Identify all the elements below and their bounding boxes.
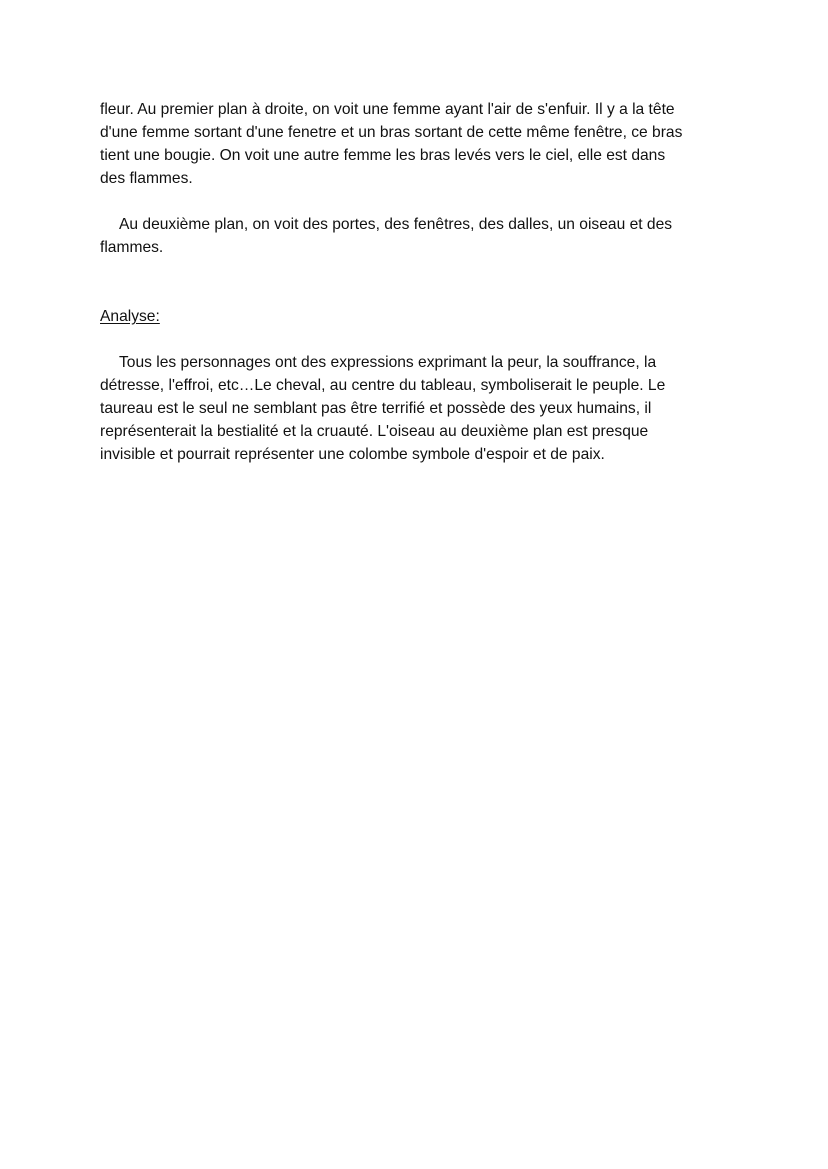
text-line: Au deuxième plan, on voit des portes, des fenêtres, des dalles, un oiseau et des bbox=[119, 216, 673, 233]
analysis-heading: Analyse: bbox=[100, 308, 160, 325]
text-line: flammes. bbox=[100, 239, 164, 256]
text-line: détresse, l'effroi, etc…Le cheval, au centre du tableau, symboliserait le peuple. Le bbox=[100, 377, 666, 394]
text-line: représenterait la bestialité et la cruauté. L'oiseau au deuxième plan est presque bbox=[100, 423, 649, 440]
text-line: tient une bougie. On voit une autre femme les bras levés vers le ciel, elle est dans bbox=[100, 147, 666, 164]
text-line: taureau est le seul ne semblant pas être terrifié et possède des yeux humains, il bbox=[100, 400, 652, 417]
document-content bbox=[100, 98, 740, 466]
text-line: invisible et pourrait représenter une colombe symbole d'espoir et de paix. bbox=[100, 446, 605, 463]
description-paragraph-1 bbox=[100, 98, 740, 190]
text-line: d'une femme sortant d'une fenetre et un bras sortant de cette même fenêtre, ce bras bbox=[100, 124, 683, 141]
text-line: des flammes. bbox=[100, 170, 193, 187]
analysis-paragraph bbox=[100, 351, 740, 466]
analysis-section bbox=[100, 305, 740, 466]
description-paragraph-2 bbox=[100, 213, 740, 259]
text-line: Tous les personnages ont des expressions exprimant la peur, la souffrance, la bbox=[119, 354, 657, 371]
text-line: fleur. Au premier plan à droite, on voit une femme ayant l'air de s'enfuir. Il y a la tête bbox=[100, 101, 675, 118]
